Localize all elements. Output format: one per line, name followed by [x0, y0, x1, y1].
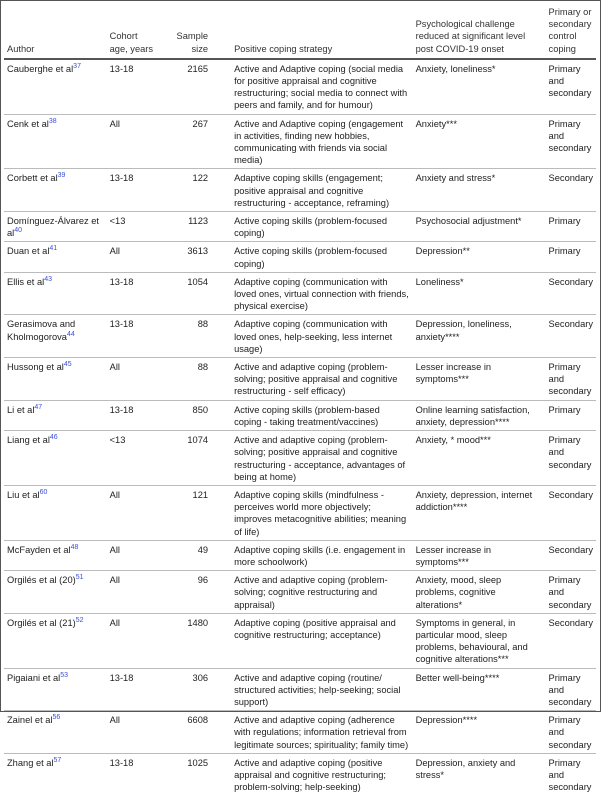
author-text: Orgilés et al (21)	[7, 617, 76, 628]
challenge-cell	[413, 485, 546, 540]
reference-link[interactable]: 47	[34, 403, 43, 411]
strategy-text: Active coping skills (problem-based coping - taking treatment/vaccines)	[234, 404, 380, 427]
table-row	[4, 540, 596, 570]
cohort-cell	[107, 358, 160, 401]
table-row	[4, 169, 596, 212]
strategy-text: Active and adaptive coping (problem-solving; positive appraisal and cognitive restructuring - acceptance, advantages of being at home)	[234, 435, 406, 482]
control-cell	[546, 668, 596, 711]
reference-link[interactable]: 38	[48, 117, 57, 125]
reference-link[interactable]: 56	[52, 714, 61, 722]
challenge-cell	[413, 431, 546, 486]
sample-text: 850	[192, 404, 209, 415]
strategy-cell	[220, 59, 413, 114]
author-cell	[4, 613, 107, 668]
author-cell	[4, 114, 107, 169]
cohort-cell	[107, 59, 160, 114]
cohort-text: All	[109, 715, 120, 726]
author-text: Zhang et al	[7, 757, 54, 768]
strategy-text: Adaptive coping skills (i.e. engagement in more schoolwork)	[234, 544, 406, 567]
challenge-cell	[413, 753, 546, 795]
author-text: Corbett et al	[7, 173, 58, 184]
cohort-text: All	[109, 118, 120, 129]
reference-link[interactable]: 53	[60, 671, 69, 679]
author-text: Duan et al	[7, 246, 50, 257]
challenge-text: Anxiety, mood, sleep problems, cognitive alterations*	[415, 575, 502, 610]
table-row	[4, 400, 596, 430]
strategy-text: Active and adaptive coping (positive appraisal and cognitive restructuring; problem-solving; help-seeking)	[234, 757, 386, 793]
strategy-cell	[220, 540, 413, 570]
control-cell	[546, 431, 596, 486]
sample-cell	[160, 400, 220, 430]
cohort-text: 13-18	[109, 63, 134, 74]
author-cell	[4, 212, 107, 242]
author-cell	[4, 59, 107, 114]
challenge-cell	[413, 59, 546, 114]
sample-cell	[160, 212, 220, 242]
sample-text: 121	[192, 489, 209, 500]
author-text: Zainel et al	[7, 715, 53, 726]
control-text: Secondary	[548, 489, 593, 500]
sample-cell	[160, 358, 220, 401]
author-cell	[4, 169, 107, 212]
sample-text: 88	[197, 319, 209, 330]
control-text: Primary	[548, 246, 581, 257]
table-row	[4, 613, 596, 668]
strategy-cell	[220, 400, 413, 430]
control-text: Primary and secondary	[548, 757, 592, 793]
challenge-text: Online learning satisfaction, anxiety, depression****	[415, 404, 530, 427]
sample-cell	[160, 571, 220, 614]
control-cell	[546, 400, 596, 430]
strategy-cell	[220, 315, 413, 358]
cohort-text: 13-18	[109, 319, 134, 330]
table-body	[4, 59, 596, 795]
cohort-text: 13-18	[109, 173, 134, 184]
sample-text: 96	[197, 575, 209, 586]
challenge-cell	[413, 272, 546, 315]
reference-link[interactable]: 48	[70, 543, 79, 551]
author-cell	[4, 242, 107, 272]
author-text: Cenk et al	[7, 118, 49, 129]
control-text: Primary and secondary	[548, 63, 592, 99]
sample-cell	[160, 169, 220, 212]
challenge-cell	[413, 212, 546, 242]
control-text: Secondary	[548, 319, 593, 330]
control-text: Primary and secondary	[548, 362, 592, 397]
reference-link[interactable]: 51	[75, 574, 84, 582]
challenge-text: Anxiety and stress*	[415, 173, 496, 184]
cohort-text: <13	[109, 435, 126, 446]
sample-text: 2165	[187, 63, 209, 74]
strategy-text: Active and adaptive coping (problem-solving; positive appraisal and cognitive restructuring - self efficacy)	[234, 362, 398, 397]
table-row	[4, 358, 596, 401]
sample-text: 1025	[187, 757, 209, 768]
challenge-text: Symptoms in general, in particular mood, sleep problems, behavioural, and cognitive alterations***	[415, 617, 528, 665]
sample-cell	[160, 315, 220, 358]
strategy-cell	[220, 571, 413, 614]
challenge-text: Anxiety, depression, internet addiction****	[415, 489, 533, 513]
sample-text: 1480	[187, 617, 209, 628]
author-cell	[4, 315, 107, 358]
author-text: Li et al	[7, 404, 35, 415]
reference-link[interactable]: 60	[39, 488, 48, 496]
sample-text: 49	[197, 544, 209, 555]
cohort-text: 13-18	[109, 404, 134, 415]
header-sample: Sample size	[176, 31, 209, 54]
strategy-cell	[220, 114, 413, 169]
author-cell	[4, 400, 107, 430]
cohort-text: 13-18	[109, 672, 134, 683]
challenge-cell	[413, 668, 546, 711]
strategy-cell	[220, 212, 413, 242]
challenge-cell	[413, 169, 546, 212]
sample-text: 3613	[187, 246, 209, 257]
cohort-cell	[107, 431, 160, 486]
strategy-cell	[220, 613, 413, 668]
cohort-cell	[107, 272, 160, 315]
header-strategy: Positive coping strategy	[234, 43, 333, 54]
strategy-cell	[220, 668, 413, 711]
sample-cell	[160, 114, 220, 169]
strategy-cell	[220, 242, 413, 272]
strategy-cell	[220, 753, 413, 795]
strategy-cell	[220, 485, 413, 540]
control-text: Primary and secondary	[548, 575, 592, 610]
reference-link[interactable]: 52	[75, 616, 84, 624]
challenge-cell	[413, 540, 546, 570]
reference-link[interactable]: 46	[49, 434, 58, 441]
author-cell	[4, 485, 107, 540]
sample-text: 88	[197, 362, 209, 373]
challenge-text: Anxiety, * mood***	[415, 435, 491, 446]
cohort-cell	[107, 315, 160, 358]
challenge-cell	[413, 114, 546, 169]
author-cell	[4, 431, 107, 486]
strategy-text: Active coping skills (problem-focused coping)	[234, 216, 388, 239]
control-cell	[546, 212, 596, 242]
sample-cell	[160, 711, 220, 754]
author-text: Orgilés et al (20)	[7, 575, 76, 586]
reference-link[interactable]: 41	[49, 245, 58, 253]
sample-text: 306	[192, 672, 209, 683]
challenge-text: Loneliness*	[415, 276, 464, 287]
control-cell	[546, 711, 596, 754]
challenge-text: Lesser increase in symptoms***	[415, 362, 492, 385]
sample-cell	[160, 242, 220, 272]
control-cell	[546, 59, 596, 114]
table-header-row	[4, 6, 596, 59]
challenge-cell	[413, 571, 546, 614]
control-text: Primary and secondary	[548, 715, 592, 750]
author-text: Domínguez-Álvarez et al	[7, 216, 99, 239]
cohort-text: 13-18	[109, 757, 134, 768]
sample-cell	[160, 613, 220, 668]
control-cell	[546, 242, 596, 272]
sample-cell	[160, 59, 220, 114]
control-text: Secondary	[548, 276, 593, 287]
strategy-cell	[220, 431, 413, 486]
strategy-text: Adaptive coping skills (mindfulness - perceives world more objectively; improves metacognitive abilities; meaning of life)	[234, 489, 407, 537]
sample-cell	[160, 668, 220, 711]
sample-cell	[160, 431, 220, 486]
challenge-text: Lesser increase in symptoms***	[415, 544, 492, 567]
table-row	[4, 272, 596, 315]
table-row	[4, 431, 596, 486]
control-text: Primary and secondary	[548, 672, 592, 707]
author-cell	[4, 571, 107, 614]
control-cell	[546, 753, 596, 795]
header-control: Primary or secondary control coping	[548, 7, 592, 54]
control-cell	[546, 315, 596, 358]
control-text: Primary and secondary	[548, 118, 592, 154]
author-text: Liu et al	[7, 489, 40, 500]
header-cohort: Cohort age, years	[109, 31, 154, 54]
reference-link[interactable]: 43	[44, 275, 52, 283]
challenge-text: Better well-being****	[415, 672, 500, 683]
challenge-text: Depression**	[415, 246, 470, 257]
control-cell	[546, 358, 596, 401]
control-text: Primary	[548, 404, 581, 415]
reference-link[interactable]: 39	[57, 172, 66, 180]
cohort-cell	[107, 169, 160, 212]
table-row	[4, 668, 596, 711]
cohort-cell	[107, 212, 160, 242]
strategy-cell	[220, 711, 413, 754]
sample-cell	[160, 753, 220, 795]
author-text: Gerasimova and Kholmogorova	[7, 319, 76, 342]
challenge-text: Anxiety, loneliness*	[415, 63, 496, 74]
table-row	[4, 753, 596, 795]
reference-link[interactable]: 45	[63, 360, 72, 368]
table-row	[4, 315, 596, 358]
cohort-cell	[107, 668, 160, 711]
challenge-text: Psychosocial adjustment*	[415, 216, 522, 227]
author-cell	[4, 358, 107, 401]
control-text: Primary and secondary	[548, 435, 592, 470]
strategy-text: Active and adaptive coping (adherence with regulations; information retrieval from legitimate sources; spirituality; family time)	[234, 715, 409, 750]
cohort-text: All	[109, 544, 120, 555]
control-cell	[546, 571, 596, 614]
strategy-text: Adaptive coping (communication with loved ones, help-seeking, less internet usage)	[234, 319, 393, 354]
control-cell	[546, 613, 596, 668]
author-text: McFayden et al	[7, 544, 71, 555]
strategy-text: Active coping skills (problem-focused coping)	[234, 246, 388, 269]
challenge-cell	[413, 315, 546, 358]
reference-link[interactable]: 44	[66, 330, 75, 338]
strategy-cell	[220, 358, 413, 401]
cohort-cell	[107, 571, 160, 614]
author-cell	[4, 668, 107, 711]
cohort-cell	[107, 242, 160, 272]
cohort-cell	[107, 114, 160, 169]
sample-text: 6608	[187, 715, 209, 726]
cohort-cell	[107, 400, 160, 430]
challenge-cell	[413, 711, 546, 754]
cohort-cell	[107, 711, 160, 754]
table-row	[4, 212, 596, 242]
challenge-text: Anxiety***	[415, 118, 457, 129]
author-text: Cauberghe et al	[7, 63, 74, 74]
author-text: Liang et al	[7, 435, 50, 446]
sample-text: 267	[192, 118, 209, 129]
control-text: Primary	[548, 216, 581, 227]
cohort-cell	[107, 753, 160, 795]
table-row	[4, 242, 596, 272]
author-text: Pigaiani et al	[7, 672, 61, 683]
strategy-text: Adaptive coping skills (engagement; positive appraisal and cognitive restructuring - acceptance, reframing)	[234, 173, 390, 208]
sample-cell	[160, 485, 220, 540]
cohort-text: 13-18	[109, 276, 134, 287]
challenge-cell	[413, 358, 546, 401]
author-cell	[4, 711, 107, 754]
author-cell	[4, 540, 107, 570]
challenge-cell	[413, 613, 546, 668]
cohort-text: All	[109, 617, 120, 628]
control-text: Secondary	[548, 173, 593, 184]
author-text: Ellis et al	[7, 276, 45, 287]
control-text: Secondary	[548, 544, 593, 555]
control-cell	[546, 272, 596, 315]
reference-link[interactable]: 37	[73, 62, 81, 70]
cohort-text: All	[109, 362, 120, 373]
control-cell	[546, 114, 596, 169]
challenge-cell	[413, 242, 546, 272]
control-cell	[546, 169, 596, 212]
challenge-text: Depression****	[415, 715, 478, 726]
cohort-text: All	[109, 246, 120, 257]
header-author: Author	[7, 43, 35, 54]
header-challenge: Psychological challenge reduced at significant level post COVID-19 onset	[415, 19, 526, 54]
table-row	[4, 571, 596, 614]
author-text: Hussong et al	[7, 362, 64, 373]
table-row	[4, 485, 596, 540]
sample-text: 1054	[187, 276, 209, 287]
strategy-text: Active and adaptive coping (routine/ structured activities; help-seeking; social support)	[234, 672, 401, 707]
table-row	[4, 711, 596, 754]
strategy-text: Adaptive coping (positive appraisal and cognitive restructuring; acceptance)	[234, 617, 396, 640]
control-cell	[546, 485, 596, 540]
table-row	[4, 114, 596, 169]
strategy-cell	[220, 169, 413, 212]
control-text: Secondary	[548, 617, 593, 628]
strategy-text: Active and adaptive coping (problem-solving; cognitive restructuring and appraisal)	[234, 575, 388, 610]
cohort-text: All	[109, 489, 120, 500]
challenge-text: Depression, anxiety and stress*	[415, 757, 516, 780]
challenge-cell	[413, 400, 546, 430]
sample-text: 1074	[187, 435, 209, 446]
strategy-text: Adaptive coping (communication with loved ones, virtual connection with friends, physical exercise)	[234, 276, 409, 312]
sample-cell	[160, 540, 220, 570]
reference-link[interactable]: 57	[53, 756, 62, 764]
reference-link[interactable]: 40	[14, 227, 23, 235]
sample-text: 122	[192, 173, 209, 184]
challenge-text: Depression, loneliness, anxiety****	[415, 319, 512, 342]
cohort-text: <13	[109, 216, 126, 227]
author-cell	[4, 753, 107, 795]
table-row	[4, 59, 596, 114]
cohort-cell	[107, 613, 160, 668]
cohort-text: All	[109, 575, 120, 586]
cohort-cell	[107, 540, 160, 570]
cohort-cell	[107, 485, 160, 540]
strategy-text: Active and Adaptive coping (engagement in activities, finding new hobbies, communicating with friends via social media)	[234, 118, 404, 166]
coping-strategies-table	[4, 6, 596, 795]
strategy-text: Active and Adaptive coping (social media for positive appraisal and cognitive restructuring; social media to connect with peers and family, and for humour)	[234, 63, 408, 111]
control-cell	[546, 540, 596, 570]
author-cell	[4, 272, 107, 315]
sample-cell	[160, 272, 220, 315]
strategy-cell	[220, 272, 413, 315]
sample-text: 1123	[188, 216, 209, 227]
